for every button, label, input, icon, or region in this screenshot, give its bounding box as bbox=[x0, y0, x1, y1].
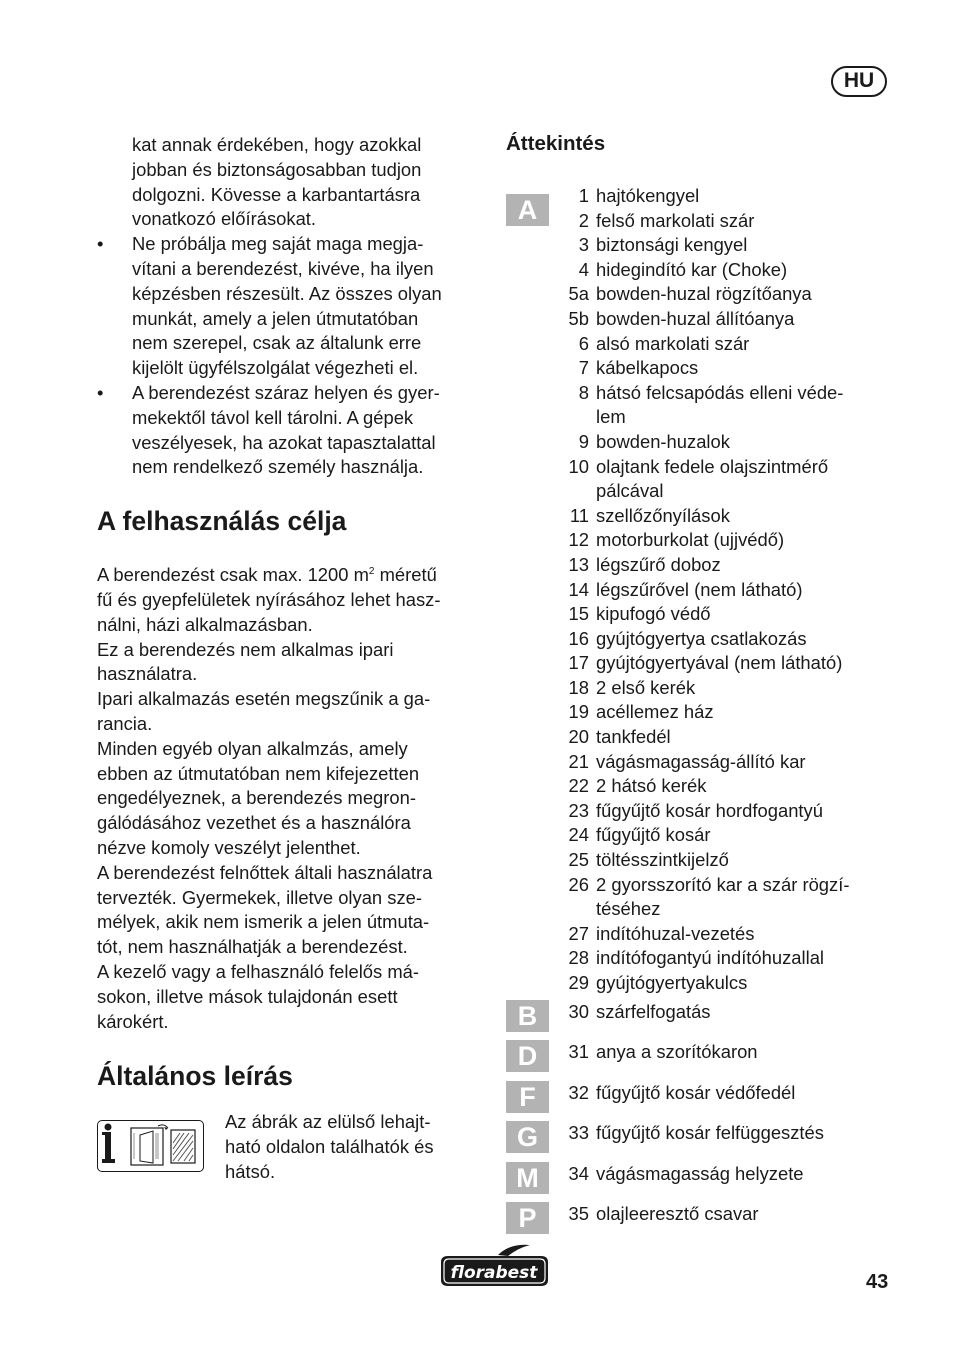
purpose-paragraph bbox=[97, 560, 482, 1034]
figure-letter-d-icon: D bbox=[506, 1040, 549, 1072]
item-number: 15 bbox=[568, 603, 589, 625]
text-line: Ne próbálja meg saját maga megja- bbox=[132, 233, 424, 255]
bullet-marker: • bbox=[97, 381, 104, 403]
item-label bbox=[596, 651, 888, 676]
text-line: gálódásához vezethet és a használóra bbox=[97, 812, 411, 834]
item-number: 5a bbox=[568, 283, 589, 305]
item-number: 12 bbox=[568, 529, 589, 551]
item-label-line: tankfedél bbox=[596, 726, 671, 748]
overview-item bbox=[506, 1201, 896, 1242]
overview-item bbox=[506, 651, 896, 676]
item-number: 35 bbox=[568, 1203, 589, 1225]
item-label bbox=[596, 725, 888, 750]
item-label-line: 2 hátsó kerék bbox=[596, 775, 707, 797]
overview-item bbox=[506, 307, 896, 332]
item-label bbox=[596, 602, 888, 627]
item-number: 6 bbox=[578, 332, 589, 354]
item-label-line: motorburkolat (ujjvédő) bbox=[596, 529, 785, 551]
item-label-line: légszűrő doboz bbox=[596, 553, 721, 575]
item-label bbox=[596, 430, 888, 455]
info-foldout-icon bbox=[97, 1120, 204, 1172]
overview-item bbox=[506, 799, 896, 824]
item-label-line: gyújtógyertyával (nem látható) bbox=[596, 652, 843, 674]
bullet-item bbox=[97, 381, 482, 480]
item-number: 24 bbox=[568, 824, 589, 846]
overview-item bbox=[506, 578, 896, 603]
item-number: 30 bbox=[568, 1000, 589, 1022]
text-line: engedélyeznek, a berendezés megron- bbox=[97, 787, 416, 809]
item-label-line: hátsó felcsapódás elleni véde- bbox=[596, 381, 844, 403]
figure-letter-m-icon: M bbox=[506, 1162, 549, 1194]
section-heading-purpose: A felhasználás célja bbox=[97, 506, 347, 537]
bullet-marker: • bbox=[97, 233, 104, 255]
overview-item bbox=[506, 528, 896, 553]
text-line: használatra. bbox=[97, 663, 198, 685]
item-label-line: hidegindító kar (Choke) bbox=[596, 258, 788, 280]
overview-item bbox=[506, 332, 896, 357]
text-line: mekektől távol kell tárolni. A gépek bbox=[132, 406, 414, 428]
page-number: 43 bbox=[866, 1271, 889, 1293]
item-label bbox=[596, 676, 888, 701]
item-number: 28 bbox=[568, 947, 589, 969]
item-number: 1 bbox=[578, 185, 589, 206]
item-number: 17 bbox=[568, 652, 589, 674]
item-label bbox=[596, 823, 888, 848]
item-number: 23 bbox=[568, 799, 589, 821]
item-label-line: indítóhuzal-vezetés bbox=[596, 922, 755, 944]
overview-item bbox=[506, 504, 896, 529]
overview-item bbox=[506, 1161, 896, 1202]
item-label-line: bowden-huzal rögzítőanya bbox=[596, 283, 812, 305]
text-fragment: méretű bbox=[374, 564, 437, 586]
item-label bbox=[596, 504, 888, 529]
item-number: 10 bbox=[568, 455, 589, 477]
item-number: 13 bbox=[568, 553, 589, 575]
text-line: nem szerepel, csak az általunk erre bbox=[132, 332, 422, 354]
item-label-line: alsó markolati szár bbox=[596, 332, 750, 354]
item-label bbox=[596, 209, 888, 234]
item-label-line: lem bbox=[596, 406, 626, 428]
item-label-line: téséhez bbox=[596, 898, 661, 920]
logo-text: florabest bbox=[450, 1263, 538, 1283]
item-label bbox=[596, 946, 888, 971]
figure-letter-a-icon: A bbox=[506, 194, 549, 226]
text-line: A kezelő vagy a felhasználó felelős má- bbox=[97, 961, 420, 983]
item-label-line: felső markolati szár bbox=[596, 209, 755, 231]
overview-item bbox=[506, 774, 896, 799]
item-number: 25 bbox=[568, 849, 589, 871]
item-number: 7 bbox=[578, 357, 589, 379]
item-number: 8 bbox=[578, 381, 589, 403]
item-number: 20 bbox=[568, 726, 589, 748]
item-label bbox=[596, 700, 888, 725]
figure-letter-f-icon: F bbox=[506, 1081, 549, 1113]
overview-heading: Áttekintés bbox=[506, 132, 606, 155]
text-line: rancia. bbox=[97, 713, 153, 735]
item-label bbox=[596, 356, 888, 381]
text-line: tót, nem használhatják a berendezést. bbox=[97, 936, 408, 958]
overview-item bbox=[506, 971, 896, 996]
text-line: A berendezést száraz helyen és gyer- bbox=[132, 381, 440, 403]
item-label-line: 2 első kerék bbox=[596, 676, 696, 698]
item-label: fűgyűjtő kosár védőfedél bbox=[596, 1081, 796, 1103]
figure-letter-b-icon: B bbox=[506, 1000, 549, 1032]
superscript: 2 bbox=[368, 566, 375, 578]
item-label-line: pálcával bbox=[596, 480, 664, 502]
text-line: Minden egyéb olyan alkalmzás, amely bbox=[97, 737, 408, 759]
text-line: képzésben részesült. Az összes olyan bbox=[132, 282, 442, 304]
item-number: 2 bbox=[578, 209, 589, 231]
item-number: 31 bbox=[568, 1041, 589, 1063]
item-label bbox=[596, 578, 888, 603]
intro-paragraph bbox=[132, 133, 482, 232]
overview-item bbox=[506, 553, 896, 578]
overview-item bbox=[506, 233, 896, 258]
item-number: 34 bbox=[568, 1162, 589, 1184]
text-line: nézve komoly veszélyt jelenthet. bbox=[97, 837, 361, 859]
overview-item bbox=[506, 823, 896, 848]
item-label-line: szellőzőnyílások bbox=[596, 504, 730, 526]
overview-item bbox=[506, 750, 896, 775]
item-label: szárfelfogatás bbox=[596, 1000, 711, 1022]
item-label bbox=[596, 184, 888, 209]
text-line: Ez a berendezés nem alkalmas ipari bbox=[97, 638, 394, 660]
text-line: nálni, házi alkalmazásban. bbox=[97, 613, 313, 635]
item-number: 21 bbox=[568, 750, 589, 772]
item-label-line: bowden-huzal állítóanya bbox=[596, 307, 795, 329]
text-line: sokon, illetve mások tulajdonán esett bbox=[97, 985, 398, 1007]
item-label: olajleeresztő csavar bbox=[596, 1203, 759, 1225]
overview-item bbox=[506, 922, 896, 947]
item-number: 14 bbox=[568, 578, 589, 600]
item-label bbox=[596, 332, 888, 357]
item-label bbox=[596, 627, 888, 652]
text-line: jobban és biztonságosabban tudjon bbox=[132, 158, 422, 180]
item-label-line: biztonsági kengyel bbox=[596, 234, 748, 256]
item-label-line: bowden-huzalok bbox=[596, 430, 730, 452]
text-line: A berendezést felnőttek általi használatra bbox=[97, 861, 433, 883]
item-label bbox=[596, 258, 888, 283]
text-line: nem rendelkező személy használja. bbox=[132, 456, 424, 478]
item-label bbox=[596, 381, 888, 430]
item-label bbox=[596, 774, 888, 799]
text-line: kat annak érdekében, hogy azokkal bbox=[132, 134, 422, 155]
overview-item bbox=[506, 999, 896, 1040]
overview-item bbox=[506, 1080, 896, 1121]
info-text bbox=[225, 1110, 475, 1184]
text-line: mélyek, akik nem ismerik a jelen útmuta- bbox=[97, 911, 430, 933]
overview-item bbox=[506, 258, 896, 283]
overview-item bbox=[506, 209, 896, 234]
item-number: 9 bbox=[578, 430, 589, 452]
item-label bbox=[596, 553, 888, 578]
item-label-line: töltésszintkijelző bbox=[596, 849, 729, 871]
item-label-line: kipufogó védő bbox=[596, 603, 711, 625]
item-label-line: 2 gyorsszorító kar a szár rögzí- bbox=[596, 873, 850, 895]
text-line: ható oldalon találhatók és bbox=[225, 1135, 434, 1157]
bullet-item bbox=[97, 232, 482, 381]
section-heading-general: Általános leírás bbox=[97, 1061, 293, 1092]
text-line: károkért. bbox=[97, 1010, 169, 1032]
item-label: anya a szorítókaron bbox=[596, 1041, 758, 1063]
item-number: 4 bbox=[578, 258, 589, 280]
item-number: 11 bbox=[569, 504, 589, 526]
item-label bbox=[596, 848, 888, 873]
item-label-line: olajtank fedele olajszintmérő bbox=[596, 455, 829, 477]
item-number: 26 bbox=[568, 873, 589, 895]
text-line: fű és gyepfelületek nyírásához lehet hasz- bbox=[97, 589, 441, 611]
overview-item bbox=[506, 184, 896, 209]
item-label-line: fűgyűjtő kosár bbox=[596, 824, 711, 846]
item-label: vágásmagasság helyzete bbox=[596, 1162, 804, 1184]
text-line: veszélyesek, ha azokat tapasztalattal bbox=[132, 431, 436, 453]
item-label bbox=[596, 799, 888, 824]
item-label bbox=[596, 971, 888, 996]
item-number: 27 bbox=[568, 922, 589, 944]
figure-letter-g-icon: G bbox=[506, 1121, 549, 1153]
text-line: vonatkozó előírásokat. bbox=[132, 208, 317, 230]
overview-item bbox=[506, 627, 896, 652]
item-label bbox=[596, 922, 888, 947]
item-label bbox=[596, 233, 888, 258]
item-number: 32 bbox=[568, 1081, 589, 1103]
text-line bbox=[97, 560, 482, 588]
item-label-line: kábelkapocs bbox=[596, 357, 699, 379]
text-fragment: A berendezést csak max. 1200 m bbox=[97, 564, 369, 586]
overview-item bbox=[506, 430, 896, 455]
item-label-line: gyújtógyertya csatlakozás bbox=[596, 627, 807, 649]
item-label-line: gyújtógyertyakulcs bbox=[596, 972, 748, 993]
text-line: kijelölt ügyfélszolgálat végezheti el. bbox=[132, 357, 419, 379]
overview-item bbox=[506, 700, 896, 725]
overview-item bbox=[506, 1039, 896, 1080]
overview-parts-list bbox=[506, 184, 896, 1242]
item-number: 33 bbox=[568, 1122, 589, 1144]
item-label-line: indítófogantyú indítóhuzallal bbox=[596, 947, 825, 969]
item-number: 19 bbox=[568, 701, 589, 723]
item-number: 22 bbox=[568, 775, 589, 797]
text-line: vítani a berendezést, kivéve, ha ilyen bbox=[132, 257, 434, 279]
florabest-logo bbox=[438, 1242, 551, 1289]
overview-item bbox=[506, 848, 896, 873]
item-number: 5b bbox=[568, 307, 589, 329]
item-label-line: hajtókengyel bbox=[596, 185, 700, 206]
overview-item bbox=[506, 873, 896, 922]
item-label-line: fűgyűjtő kosár hordfogantyú bbox=[596, 799, 823, 821]
item-label-line: acéllemez ház bbox=[596, 701, 714, 723]
overview-item bbox=[506, 946, 896, 971]
text-line: ebben az útmutatóban nem kifejezetten bbox=[97, 762, 420, 784]
overview-item bbox=[506, 725, 896, 750]
item-label bbox=[596, 873, 888, 922]
item-label: fűgyűjtő kosár felfüggesztés bbox=[596, 1122, 824, 1144]
overview-item bbox=[506, 1120, 896, 1161]
item-label bbox=[596, 282, 888, 307]
left-column bbox=[97, 133, 482, 1091]
item-label bbox=[596, 455, 888, 504]
language-badge: HU bbox=[831, 66, 887, 97]
text-line: hátsó. bbox=[225, 1160, 276, 1182]
item-label-line: légszűrővel (nem látható) bbox=[596, 578, 803, 600]
item-label bbox=[596, 750, 888, 775]
figure-letter-p-icon: P bbox=[506, 1202, 549, 1234]
overview-item bbox=[506, 282, 896, 307]
text-line: Ipari alkalmazás esetén megszűnik a ga- bbox=[97, 688, 431, 710]
text-line: tervezték. Gyermekek, illetve olyan sze- bbox=[97, 886, 423, 908]
overview-item bbox=[506, 676, 896, 701]
item-number: 3 bbox=[578, 234, 589, 256]
overview-item bbox=[506, 381, 896, 430]
text-line: dolgozni. Kövesse a karbantartásra bbox=[132, 183, 421, 205]
item-number: 16 bbox=[568, 627, 589, 649]
overview-item bbox=[506, 356, 896, 381]
item-number: 18 bbox=[568, 676, 589, 698]
item-label bbox=[596, 528, 888, 553]
text-line: munkát, amely a jelen útmutatóban bbox=[132, 307, 419, 329]
overview-item bbox=[506, 602, 896, 627]
text-line: Az ábrák az elülső lehajt- bbox=[225, 1111, 431, 1132]
item-label-line: vágásmagasság-állító kar bbox=[596, 750, 806, 772]
item-number: 29 bbox=[568, 972, 589, 993]
overview-item bbox=[506, 455, 896, 504]
item-label bbox=[596, 307, 888, 332]
